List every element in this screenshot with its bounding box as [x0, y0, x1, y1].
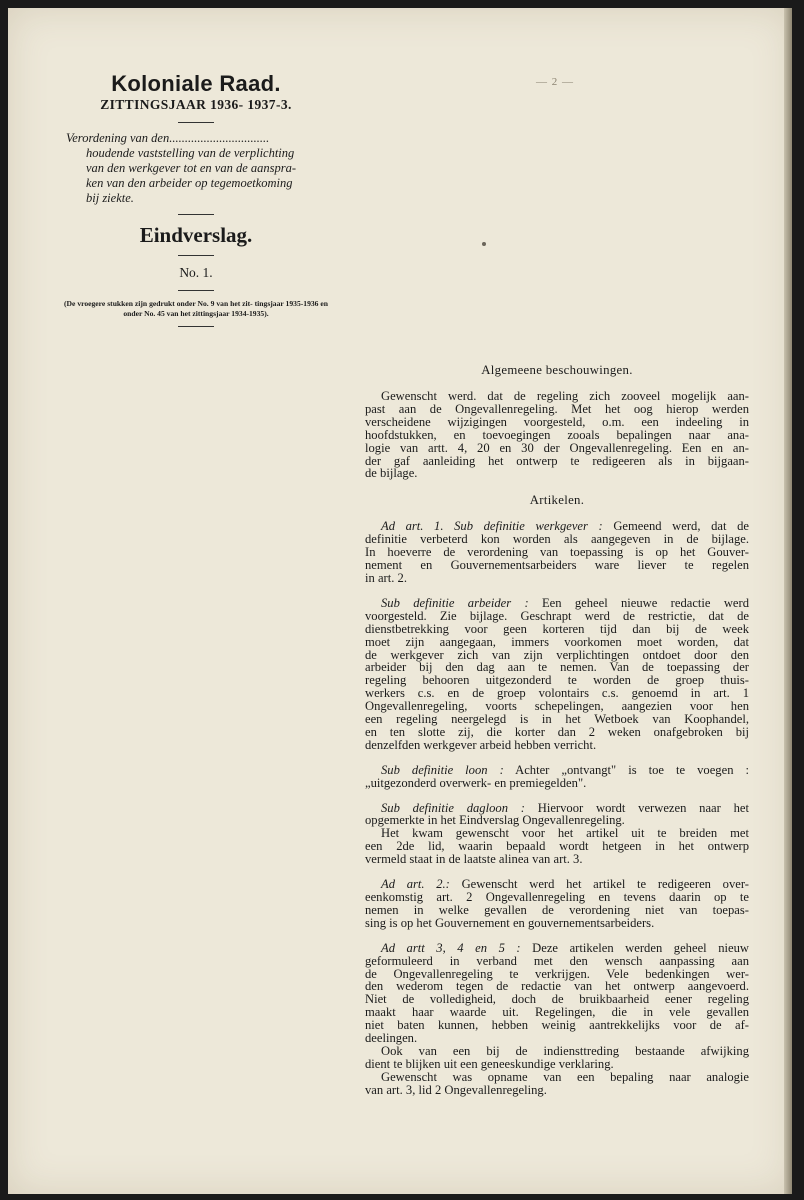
body-text — [365, 362, 749, 1109]
note-line: tingsjaar 1935-1936 en onder No. 45 van het zittingsjaar — [123, 299, 328, 318]
paragraph-dagloon — [365, 802, 749, 867]
text-line: eenkomstig art. 2 Ongevallenregeling en tevens daarin op te — [365, 890, 749, 904]
text-line: voorgesteld. Zie bijlage. Geschrapt werd de restrictie, dat de — [365, 608, 749, 623]
ordinance-line: Verordening van den................................ — [66, 131, 270, 145]
text-line — [365, 942, 749, 955]
document-number: No. 1. — [179, 265, 213, 280]
note-line: 1934-1935). — [231, 308, 269, 318]
text-line: vermeld staat in de laatste alinea van art. 3. — [365, 852, 583, 867]
text-line: definitie verbeterd kon worden als aangegeven in de bijlage. — [365, 532, 749, 547]
paragraph-loon — [365, 764, 749, 790]
article-label: Ad art. 2.: — [381, 877, 450, 892]
section-heading-general: Algemeene beschouwingen. — [481, 363, 633, 377]
text-fragment: Gewenscht werd het artikel te redigeeren over- — [449, 877, 749, 892]
text-fragment: Achter „ontvangt" is toe te voegen : — [503, 762, 750, 777]
text-line: Het kwam gewenscht voor het artikel uit te breiden met — [381, 826, 749, 841]
paragraph-general — [365, 390, 749, 480]
text-line: de bijlage. — [365, 466, 418, 481]
article-label: Sub definitie loon : — [381, 762, 504, 777]
page-number: — 2 — — [536, 76, 574, 88]
text-line: hoofdstukken, en toevoegingen zooals bepalingen naar ana- — [365, 427, 749, 442]
section-heading-articles: Artikelen. — [529, 493, 585, 508]
divider — [178, 326, 214, 327]
text-fragment: Een geheel nieuwe redactie werd — [528, 595, 749, 610]
text-line — [365, 764, 749, 777]
text-line: Gewenscht was opname van een bepaling naar analogie — [381, 1069, 749, 1084]
text-line: past aan de Ongevallenregeling. Met het oog hierop werden — [365, 401, 749, 416]
text-line: der gaf aanleiding het ontwerp te redigeeren als in bijgaan- — [365, 453, 749, 468]
text-line: Ook van een bij de indiensttreding bestaande afwijking — [381, 1043, 749, 1058]
text-line: opgemerkte in het Eindverslag Ongevallenregeling. — [365, 813, 625, 828]
paragraph-art1 — [365, 520, 749, 585]
divider — [178, 255, 214, 256]
text-fragment: Deze artikelen werden geheel nieuw — [520, 940, 749, 955]
text-line: arbeider bij den dag aan te nemen. Van de toepassing der — [365, 660, 749, 675]
text-line: geformuleerd in verband met den wensch aanpassing aan — [365, 953, 749, 968]
text-line: nement en Gouvernementsarbeiders ware liever te regelen — [365, 558, 749, 573]
article-label: Ad art. 1. Sub definitie werkgever : — [381, 519, 603, 534]
text-line: werkers c.s. en de groep volontairs c.s. genoemd in art. 1 — [365, 686, 749, 701]
ordinance-line: van den werkgever tot en van de aanspra- — [86, 161, 297, 175]
text-line: Ongevallenregeling, voorts schepelingen, aangezien voor hen — [365, 699, 749, 714]
text-line: denzelfden werkgever arbeid hebben verricht. — [365, 737, 597, 752]
text-line: een regeling neergelegd is in het Wetboek van Koophandel, — [365, 712, 749, 727]
ink-speck — [482, 242, 486, 246]
header-block — [60, 72, 332, 335]
text-line: logie van artt. 4, 20 en 30 der Ongevallenregeling. Een en an- — [365, 440, 749, 455]
article-label: Sub definitie arbeider : — [381, 595, 529, 610]
text-line: „uitgezonderd overwerk- en premiegelden". — [365, 775, 587, 790]
text-line: van art. 3, lid 2 Ongevallenregeling. — [365, 1082, 547, 1097]
text-line: Gewenscht werd. dat de regeling zich zooveel mogelijk aan- — [381, 389, 749, 403]
paragraph-arbeider — [365, 597, 749, 752]
text-line: en ten slotte zij, die korter dan 2 weken onafgebroken bij — [365, 724, 749, 739]
page-edge — [784, 8, 792, 1194]
text-line: de Ongevallenregeling te verkrijgen. Vele bedenkingen wer- — [365, 966, 749, 981]
text-line — [365, 597, 749, 610]
council-title: Koloniale Raad. — [111, 71, 281, 96]
text-line: dient te blijken uit een geneeskundige verklaring. — [365, 1056, 614, 1071]
ordinance-title — [60, 131, 332, 206]
text-line: dienstbetrekking voor geen korteren tijd dan bij de week — [365, 621, 749, 636]
previous-documents-note — [60, 299, 332, 318]
divider — [178, 290, 214, 291]
text-line: den wederom tegen de redactie van het ontwerp aangevoerd. — [365, 979, 749, 994]
ordinance-line: bij ziekte. — [86, 191, 134, 205]
ordinance-line: ken van den arbeider op tegemoetkoming — [86, 176, 293, 190]
report-title: Eindverslag. — [139, 223, 253, 247]
text-line: een 2de lid, waarin bepaald wordt hetgeen in het ontwerp — [365, 839, 749, 854]
divider — [178, 214, 214, 215]
ordinance-line: houdende vaststelling van de verplichting — [86, 146, 295, 160]
article-label: Sub definitie dagloon : — [381, 800, 525, 815]
text-line: In hoeverre de verordening van toepassing is op het Gouver- — [365, 545, 749, 560]
text-fragment: Gemeend werd, dat de — [602, 519, 749, 534]
text-line: in art. 2. — [365, 570, 407, 585]
document-page — [8, 8, 792, 1194]
article-label: Ad artt 3, 4 en 5 : — [381, 940, 521, 955]
text-line: verscheidene wijzigingen voorgesteld, o.m. een indeeling in — [365, 414, 749, 429]
session-year: ZITTINGSJAAR 1936- 1937-3. — [100, 97, 292, 112]
text-line: moet zijn aangegaan, immers voorkomen moet worden, dat — [365, 634, 749, 649]
text-line: maakt haar waarde uit. Regelingen, die in vele gevallen — [365, 1005, 749, 1020]
note-line: (De vroegere stukken zijn gedrukt onder No. 9 van het zit- — [64, 299, 253, 308]
text-line: nemen in welke gevallen de verordening niet van toepas- — [365, 902, 749, 917]
text-line: regeling behooren uitgezonderd te worden de groep thuis- — [365, 673, 749, 688]
text-line: de werkgever zich van zijn verplichtingen ontdoet door den — [365, 647, 749, 662]
text-line: sing is op het Gouvernement en gouvernementsarbeiders. — [365, 915, 655, 930]
paragraph-art345 — [365, 942, 749, 1097]
divider — [178, 122, 214, 123]
text-line: deelingen. — [365, 1031, 418, 1046]
paragraph-art2 — [365, 878, 749, 930]
text-line: niet baten kunnen, hebben weinig aantrekkelijks voor de af- — [365, 1018, 749, 1033]
text-fragment: Hiervoor wordt verwezen naar het — [524, 800, 749, 815]
text-line: Niet de volledigheid, doch de bruikbaarheid eener regeling — [365, 992, 749, 1007]
